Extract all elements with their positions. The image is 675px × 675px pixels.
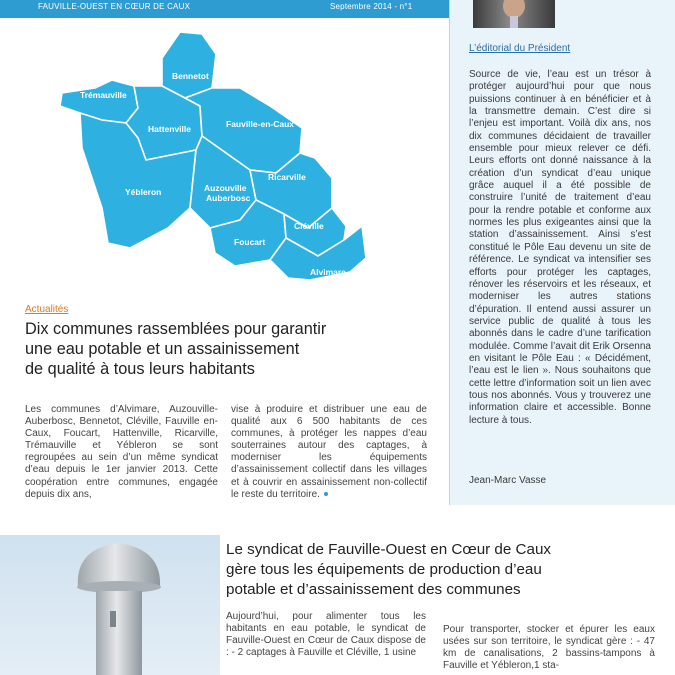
communes-map [50,28,380,290]
map-label-tremauville: Trémauville [80,90,127,100]
map-label-fauville: Fauville-en-Caux [226,119,295,129]
editorial-signature: Jean-Marc Vasse [469,475,547,486]
header-title: FAUVILLE-OUEST EN CŒUR DE CAUX [38,2,191,11]
header-bar [0,0,450,18]
map-label-cleville: Cléville [294,221,324,231]
map-label-alvimare: Alvimare [310,267,346,277]
editorial-body: Source de vie, l’eau est un trésor à protéger aujourd’hui pour que nous puissions continuer à en bénéficier et à la transmettre demain. C’est dire si l’enjeu est important. Voilà dix ans, nos dix communes décidaient de travailler ensemble pour mieux relever ce défi. Leurs efforts ont donné naissance à la création d’un syndicat d’eau unique grâce auquel il a été possible de construire l’unité de traitement d’eau pour la rendre potable et conforme aux normes les plus exigeantes ainsi que la station d’assainissement. Ainsi s’est constitué le Pôle Eau devenu un site de référence. Le syndicat va intensifier ses efforts pour protéger les captages, rénover les réservoirs et les réseaux, et moderniser les autres stations d’épuration. Il entend aussi assurer un service public de qualité à tous les abonnés dans le cadre d’une tarification modulée. Comme l’avait dit Erik Orsenna en visitant le Pôle Eau : « Décidément, l’eau est le lien ». Nous souhaitons que cette lettre d’information soit un lien avec tous nos abonnés. Vous y trouverez une information claire et accessible. Bonne lecture à tous. [469,69,651,426]
map-label-bennetot: Bennetot [172,71,209,81]
end-mark-icon [324,492,328,496]
editorial-title: L’éditorial du Président [469,43,571,54]
map-bennetot [162,32,216,98]
map-label-auzouville: Auzouville [204,183,247,193]
map-label-foucart: Foucart [234,237,266,247]
map-label-auberbosc: Auberbosc [206,193,251,203]
president-photo [473,0,555,28]
map-label-yebleron: Yébleron [125,187,162,197]
map-label-hattenville: Hattenville [148,124,191,134]
article1-col2: vise à produire et distribuer une eau de qualité aux 6 500 habitants de ces communes, à protéger les nappes d’eau souterraines autour des captages, à moderniser les équipements d’assainissement collectif dans les villages et à couvrir en assainissement non-collectif le reste du territoire. [231,404,427,500]
article2-col1: Aujourd’hui, pour alimenter tous les habitants en eau potable, le syndicat de Fauville-Ouest en Cœur de Caux dispose de : - 2 captages à Fauville et Cléville, 1 usine [226,611,426,659]
issue-date: Septembre 2014 - n°1 [330,2,413,11]
map-label-ricarville: Ricarville [268,172,306,182]
water-tower-photo [0,535,220,675]
article2-title: Le syndicat de Fauville-Ouest en Cœur de Caux gère tous les équipements de production d’eau potable et d’assainissement des communes [226,541,551,598]
article2-col2: Pour transporter, stocker et épurer les eaux usées sur son territoire, le syndicat gère : - 47 km de canalisations, 2 bassins-tampons à Fauville et Yébleron,1 sta- [443,624,655,672]
article1-col1: Les communes d’Alvimare, Auzouville-Auberbosc, Bennetot, Cléville, Fauville en-Caux, Foucart, Hattenville, Ricarville, Trémauville et Yébleron se sont regroupées au sein d’un même syndicat d’eau depuis le 1er janvier 2013. Cette coopération entre communes, engagée depuis dix ans, [25,404,218,500]
article1-title: Dix communes rassemblées pour garantir une eau potable et un assainissement de qualité à tous leurs habitants [25,320,327,378]
map-tremauville [60,80,138,123]
section-label: Actualités [25,304,69,315]
